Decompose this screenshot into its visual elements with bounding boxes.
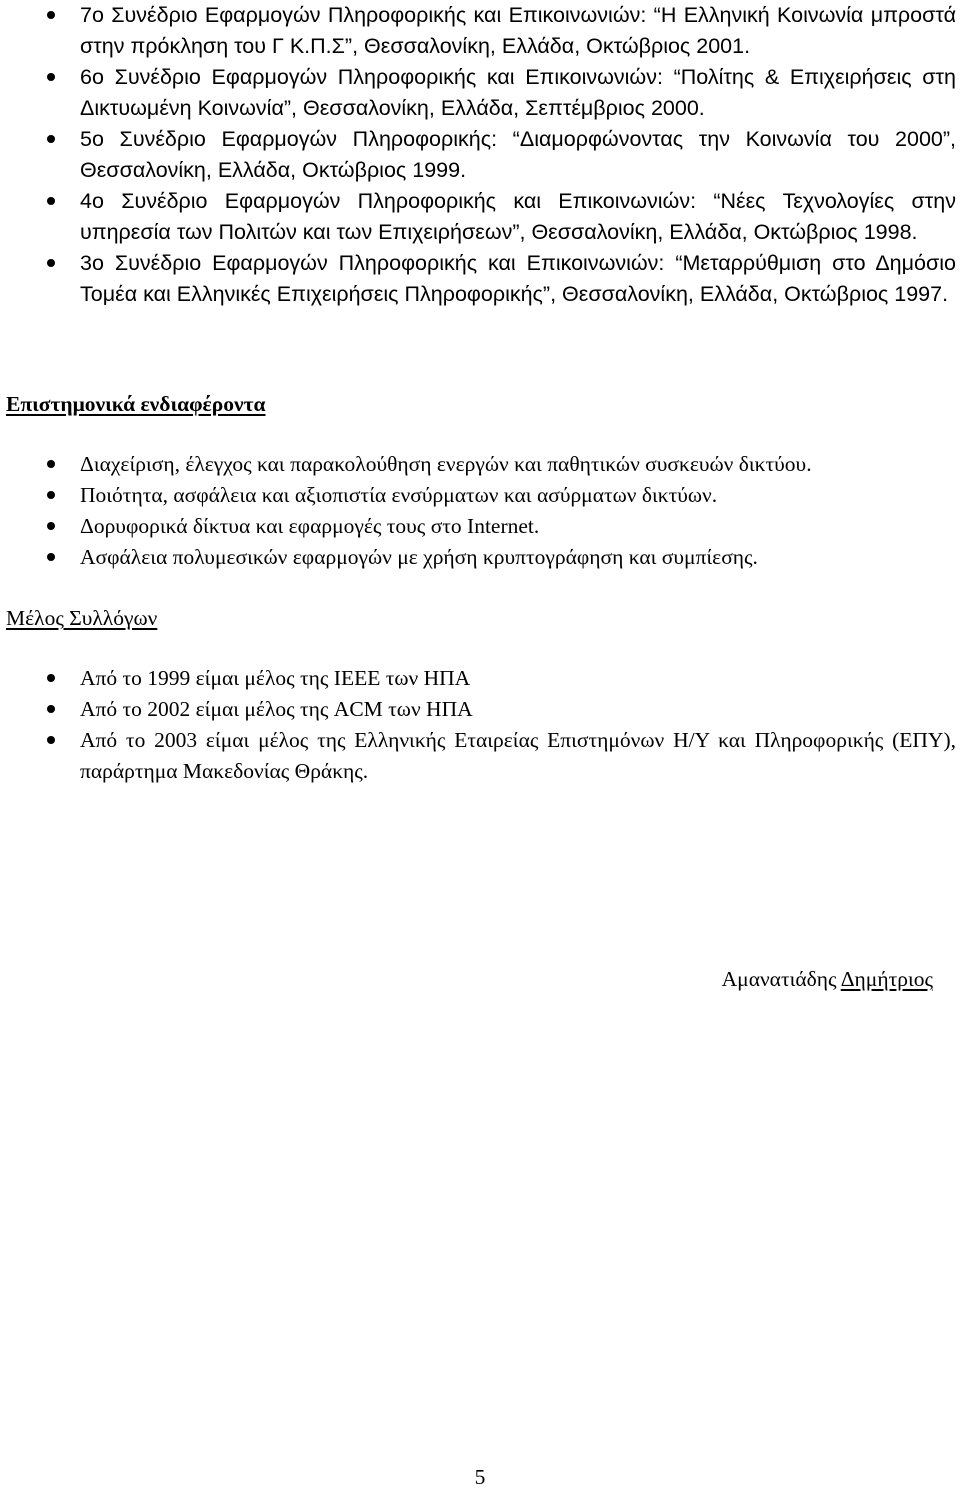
list-item: 3ο Συνέδριο Εφαρμογών Πληροφορικής και Επικοινωνιών: “Μεταρρύθμιση στο Δημόσιο Τομέα και Ελληνικές Επιχειρήσεις Πληροφορικής”, Θεσσαλονίκη, Ελλάδα, Οκτώβριος 1997. [6, 248, 956, 310]
interests-section [6, 449, 956, 573]
list-item: 5ο Συνέδριο Εφαρμογών Πληροφορικής: “Διαμορφώνοντας την Κοινωνία του 2000”, Θεσσαλονίκη, Ελλάδα, Οκτώβριος 1999. [6, 124, 956, 186]
list-item: 4ο Συνέδριο Εφαρμογών Πληροφορικής και Επικοινωνιών: “Νέες Τεχνολογίες στην υπηρεσία των Πολιτών και των Επιχειρήσεων”, Θεσσαλονίκη, Ελλάδα, Οκτώβριος 1998. [6, 186, 956, 248]
list-item: Διαχείριση, έλεγχος και παρακολούθηση ενεργών και παθητικών συσκευών δικτύου. [6, 449, 956, 480]
signature [722, 964, 933, 994]
signature-first-name: Αμανατιάδης [721, 967, 837, 991]
conferences-list [6, 0, 956, 310]
memberships-section [6, 663, 956, 787]
conferences-section [6, 0, 956, 310]
interests-heading: Επιστημονικά ενδιαφέροντα [6, 392, 266, 416]
signature-surname: Δημήτριος [840, 967, 933, 991]
list-item: Δορυφορικά δίκτυα και εφαρμογές τους στο Internet. [6, 511, 956, 542]
memberships-list [6, 663, 956, 787]
list-item: Από το 2002 είμαι μέλος της ACM των ΗΠΑ [6, 694, 956, 725]
page-number: 5 [474, 1465, 486, 1489]
list-item: Ασφάλεια πολυμεσικών εφαρμογών με χρήση κρυπτογράφηση και συμπίεσης. [6, 542, 956, 573]
memberships-heading: Μέλος Συλλόγων [6, 606, 158, 630]
list-item: 6ο Συνέδριο Εφαρμογών Πληροφορικής και Επικοινωνιών: “Πολίτης & Επιχειρήσεις στη Δικτυωμένη Κοινωνία”, Θεσσαλονίκη, Ελλάδα, Σεπτέμβριος 2000. [6, 62, 956, 124]
list-item: Από το 2003 είμαι μέλος της Ελληνικής Εταιρείας Επιστημόνων Η/Υ και Πληροφορικής (ΕΠΥ), παράρτημα Μακεδονίας Θράκης. [6, 725, 956, 787]
list-item: Από το 1999 είμαι μέλος της IEEE των ΗΠΑ [6, 663, 956, 694]
interests-list [6, 449, 956, 573]
list-item: 7ο Συνέδριο Εφαρμογών Πληροφορικής και Επικοινωνιών: “Η Ελληνική Κοινωνία μπροστά στην πρόκληση του Γ Κ.Π.Σ”, Θεσσαλονίκη, Ελλάδα, Οκτώβριος 2001. [6, 0, 956, 62]
list-item: Ποιότητα, ασφάλεια και αξιοπιστία ενσύρματων και ασύρματων δικτύων. [6, 480, 956, 511]
